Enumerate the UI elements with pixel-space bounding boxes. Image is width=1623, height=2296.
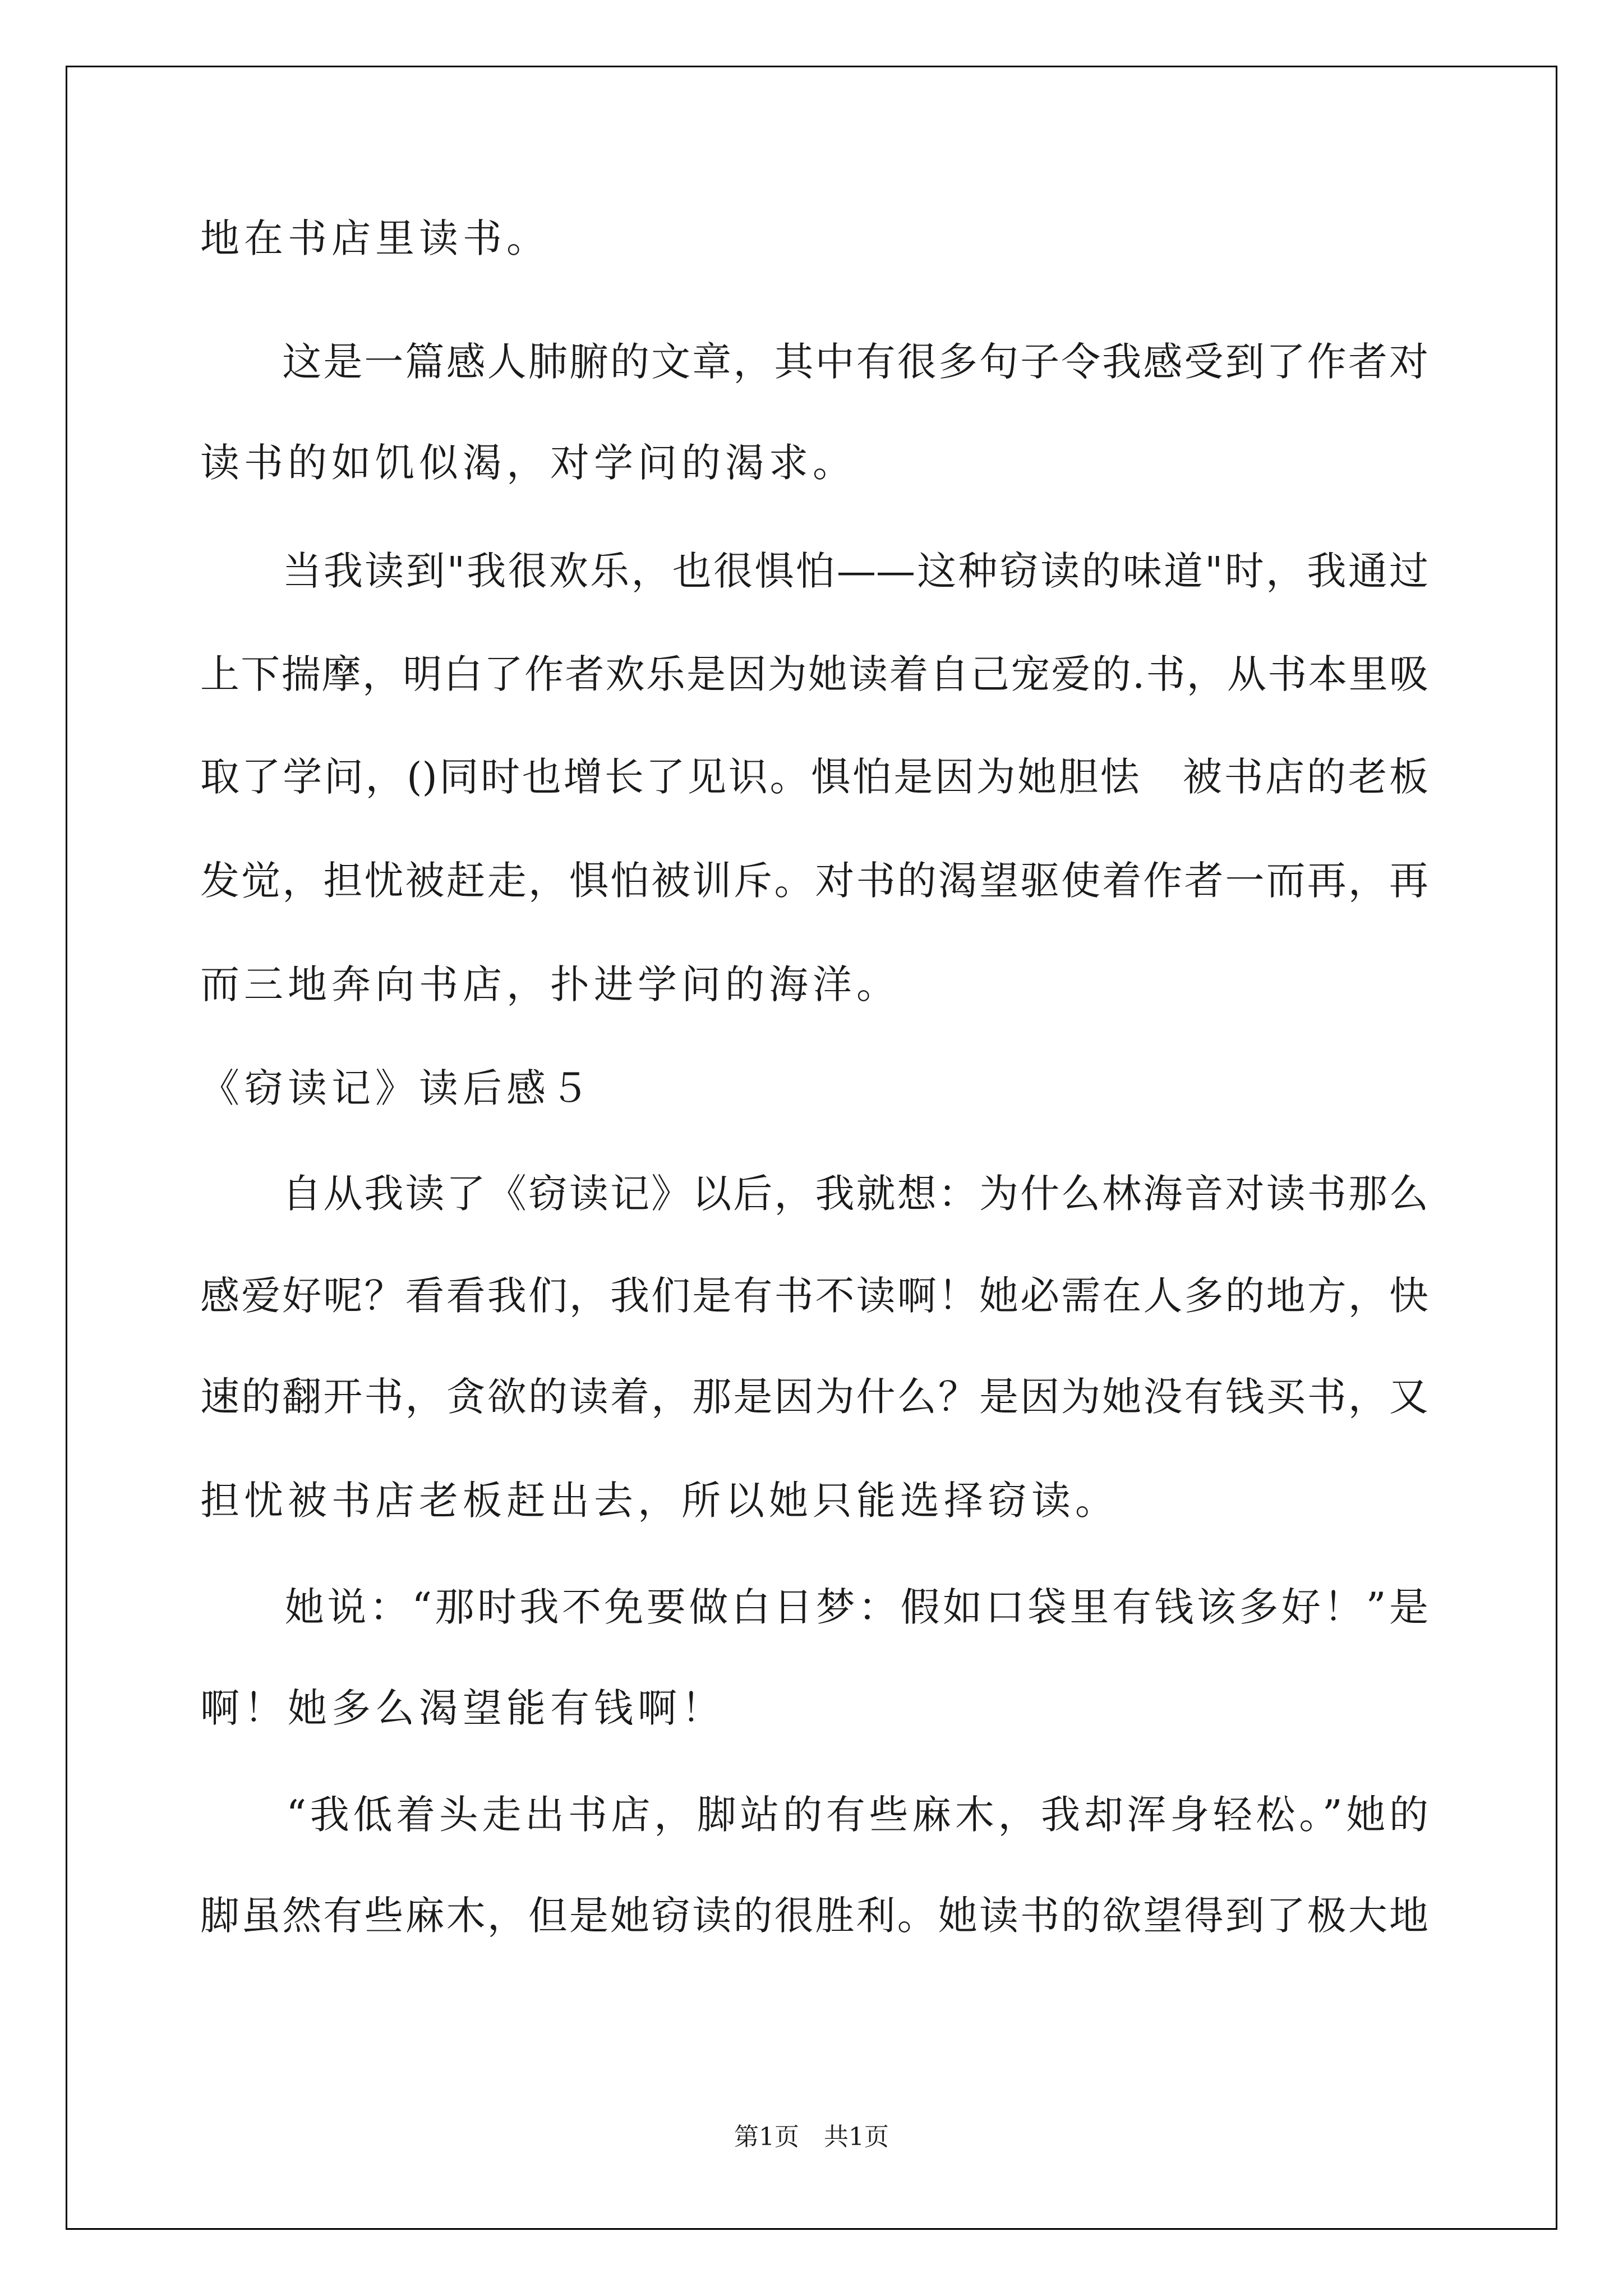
text-line-6: 取了学问，()同时也增长了见识。惧怕是因为她胆怯 被书店的老板 [200, 754, 1428, 800]
text-line-14: 她说：“那时我不免要做白日梦：假如口袋里有钱该多好！”是 [200, 1584, 1428, 1630]
text-line-10: 自从我读了《窃读记》以后，我就想：为什么林海音对读书那么 [200, 1171, 1428, 1217]
text-line-1: 地在书店里读书。 [200, 215, 550, 261]
section-heading: 《窃读记》读后感５ [200, 1065, 594, 1111]
text-line-2: 这是一篇感人肺腑的文章，其中有很多句子令我感受到了作者对 [200, 339, 1428, 385]
text-line-8: 而三地奔向书店，扑进学问的海洋。 [200, 961, 900, 1007]
text-line-5: 上下揣摩，明白了作者欢乐是因为她读着自己宠爱的.书，从书本里吸 [200, 651, 1428, 697]
text-line-12: 速的翻开书，贪欲的读着，那是因为什么？是因为她没有钱买书，又 [200, 1374, 1428, 1420]
text-line-3: 读书的如饥似渴，对学问的渴求。 [200, 440, 856, 486]
text-line-15: 啊！她多么渴望能有钱啊！ [200, 1685, 725, 1731]
text-line-17: 脚虽然有些麻木，但是她窃读的很胜利。她读书的欲望得到了极大地 [200, 1893, 1428, 1939]
text-line-16: “我低着头走出书店，脚站的有些麻木，我却浑身轻松。”她的 [200, 1792, 1428, 1838]
text-line-4: 当我读到"我很欢乐，也很惧怕——这种窃读的味道"时，我通过 [200, 548, 1428, 594]
page-number: 第1页 共1页 [734, 2123, 889, 2151]
text-line-13: 担忧被书店老板赶出去，所以她只能选择窃读。 [200, 1478, 1119, 1524]
text-line-11: 感爱好呢？看看我们，我们是有书不读啊！她必需在人多的地方，快 [200, 1273, 1428, 1319]
text-line-7: 发觉，担忧被赶走，惧怕被训斥。对书的渴望驱使着作者一而再，再 [200, 858, 1428, 904]
